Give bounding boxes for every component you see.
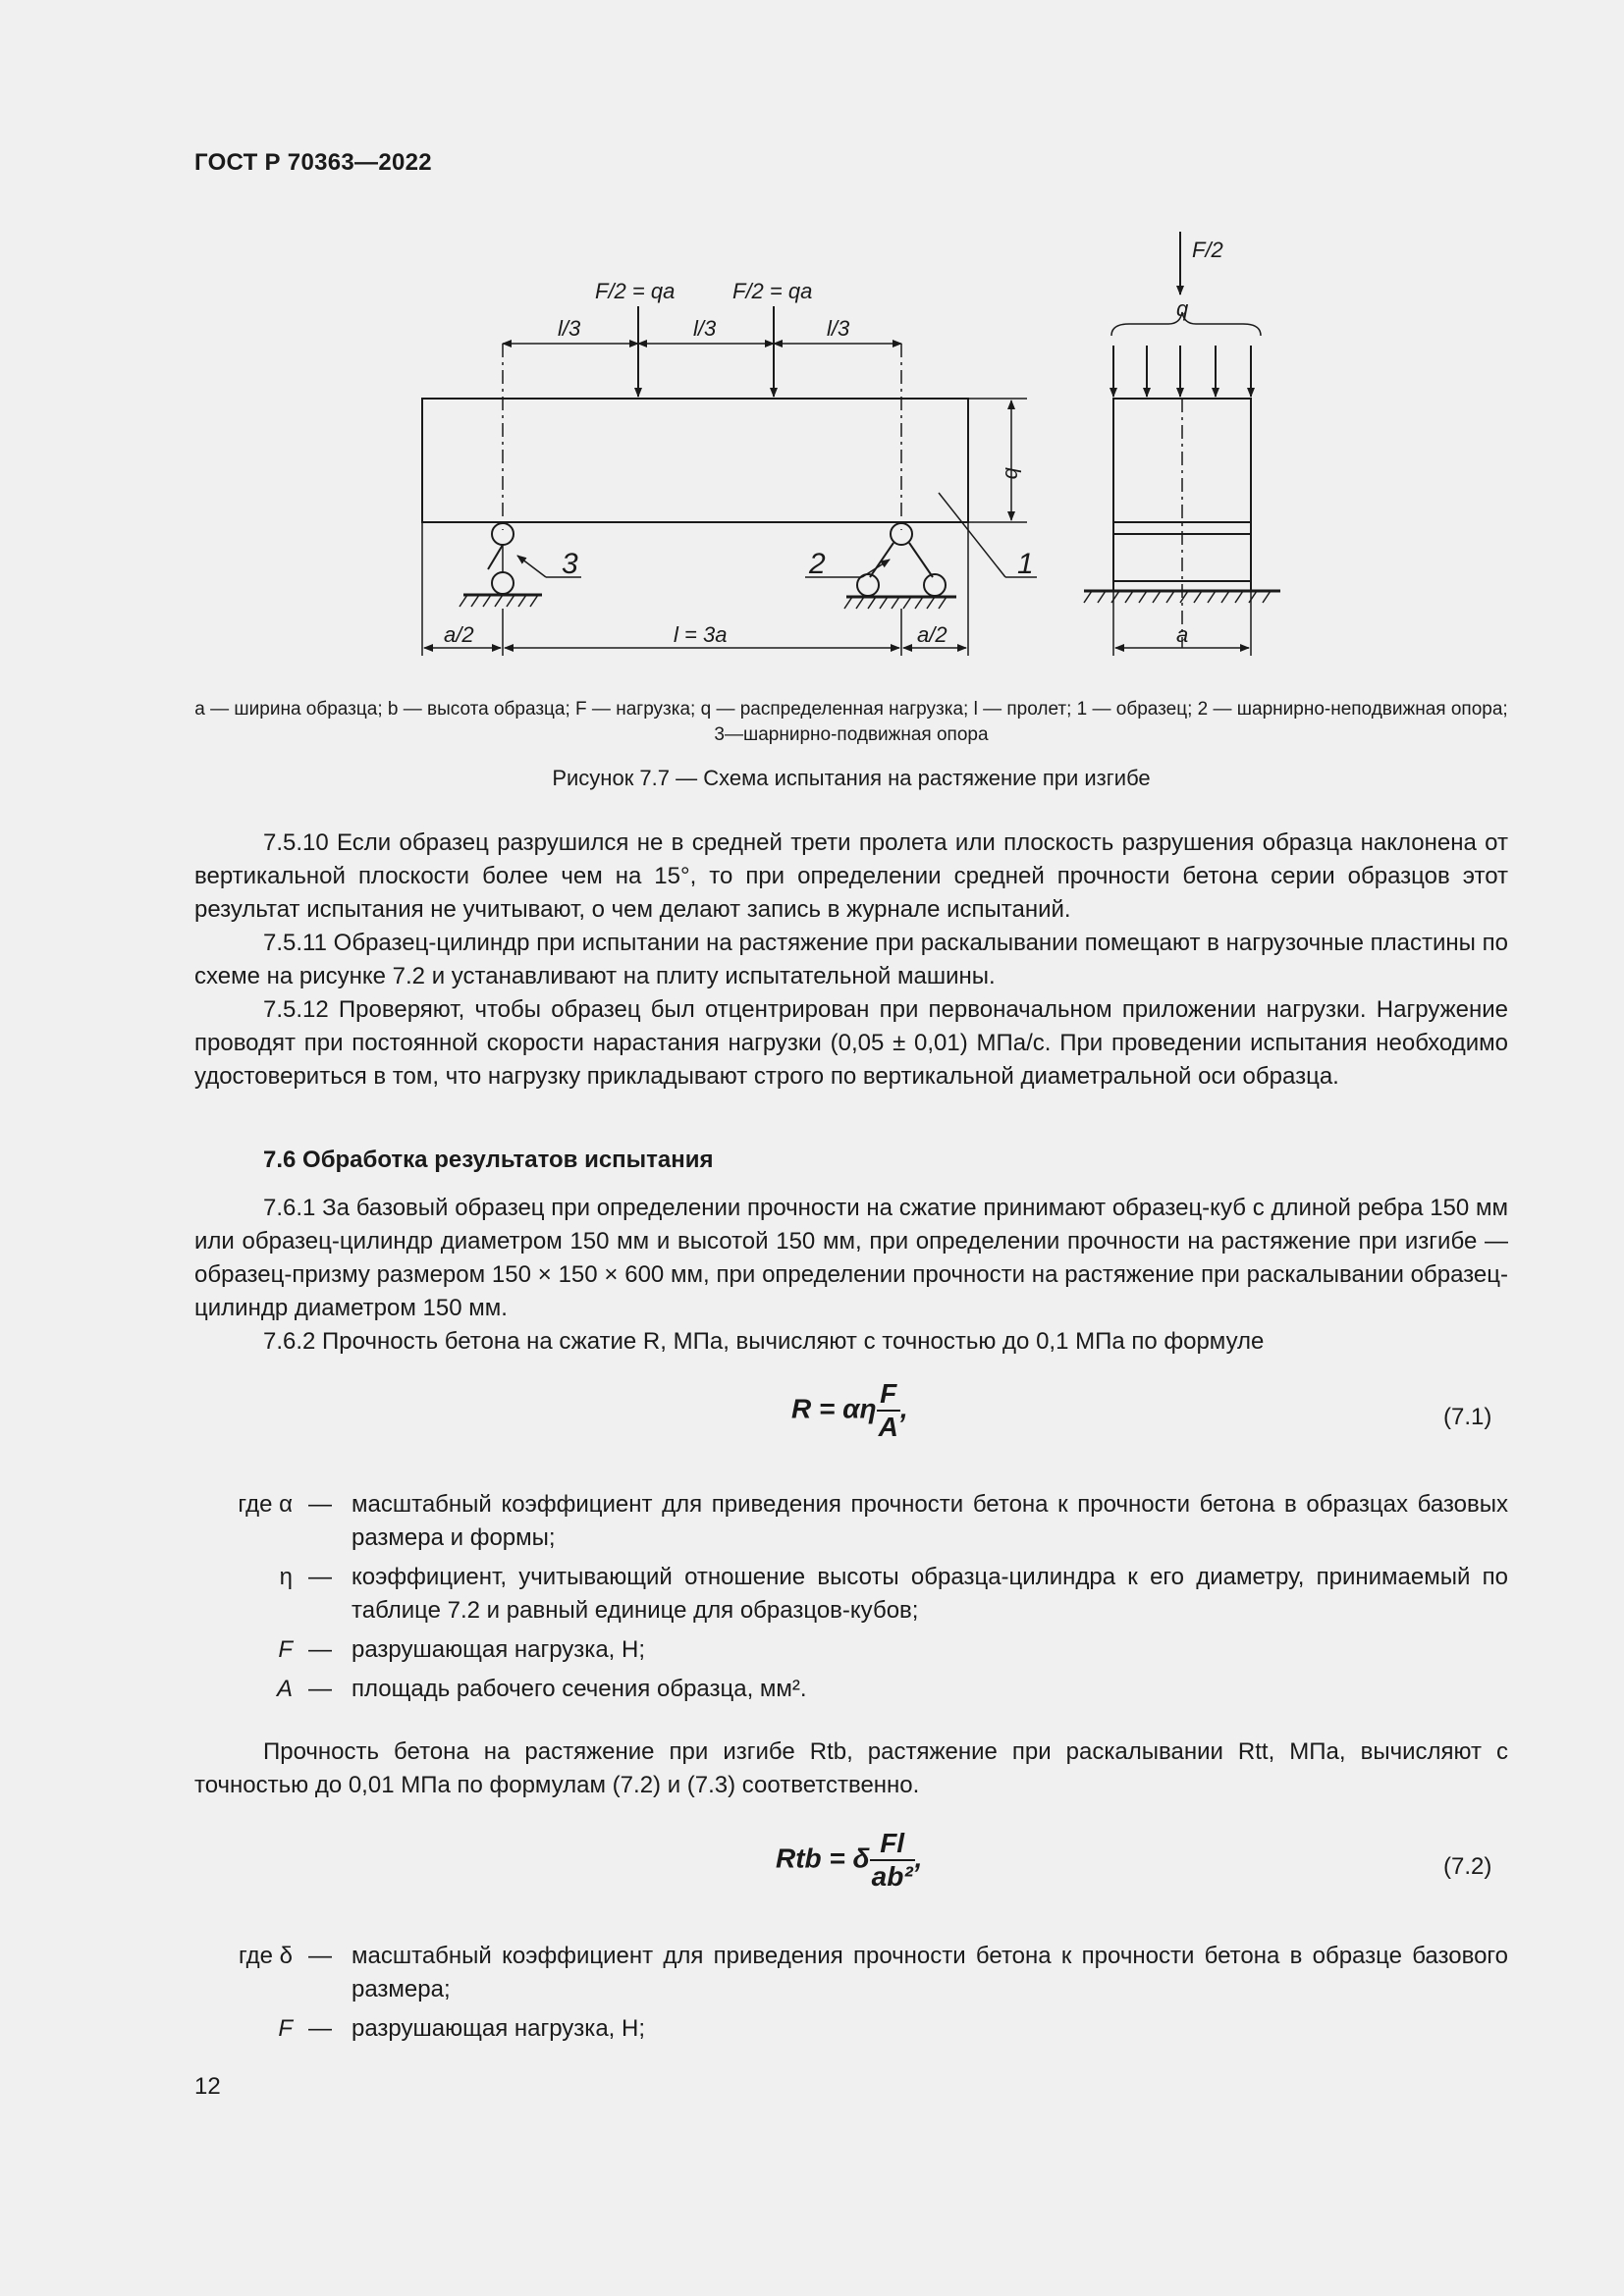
definition-symbol: F xyxy=(278,2015,293,2042)
equation-number-7-2: (7.2) xyxy=(1443,1853,1492,1880)
label-third-3: l/3 xyxy=(827,316,850,341)
formula-7-2-tail: , xyxy=(914,1842,923,1874)
paragraph-7-5-11: 7.5.11 Образец-цилиндр при испытании на растяжение при раскалывании помещают в нагрузочные пластины по схеме на рисунке 7.2 и устанавливают на плиту испытательной машины. xyxy=(194,930,1508,989)
definition-symbol: где δ xyxy=(238,1943,293,1969)
definition-dash: — xyxy=(308,1564,332,1590)
definition-symbol: F xyxy=(278,1636,293,1663)
definition-row xyxy=(194,1633,1508,1667)
label-third-1: l/3 xyxy=(558,316,581,341)
label-third-2: l/3 xyxy=(693,316,717,341)
paragraph-7-6-1: 7.6.1 За базовый образец при определении прочности на сжатие принимают образец-куб с длиной ребра 150 мм или образец-цилиндр диаметром 150 мм и высотой 150 мм, при определении прочности на растяжение при изгибе — образец-призму размером 150 × 150 × 600 мм, при определении прочности на растяжение при раскалывании образец-цилиндр диаметром 150 мм. xyxy=(194,1195,1508,1321)
definitions-list-2 xyxy=(194,1940,1508,2052)
label-dim-left: a/2 xyxy=(444,622,474,647)
label-side-force: F/2 xyxy=(1192,238,1223,262)
formula-7-2-lhs: Rtb = δ xyxy=(776,1842,870,1874)
figure-legend: a — ширина образца; b — высота образца; F — нагрузка; q — распределенная нагрузка; l — пролет; 1 — образец; 2 — шарнирно-неподвижная опора; 3—шарнирно-подвижная опора xyxy=(194,699,1508,745)
label-height-b: b xyxy=(1001,467,1025,480)
definition-dash: — xyxy=(308,1943,332,1969)
definitions-list-1 xyxy=(194,1488,1508,1712)
label-force-right: F/2 = qa xyxy=(732,279,813,303)
definition-dash: — xyxy=(308,1491,332,1518)
formula-7-1-numerator: F xyxy=(877,1378,900,1412)
formula-7-1-tail: , xyxy=(899,1393,908,1424)
definition-symbol: где α xyxy=(238,1491,293,1518)
label-force-left: F/2 = qa xyxy=(595,279,676,303)
label-specimen-1: 1 xyxy=(1017,548,1034,580)
label-dim-right: a/2 xyxy=(917,622,947,647)
figure-bending-test-diagram xyxy=(0,0,1624,766)
paragraph-7-5-10: 7.5.10 Если образец разрушился не в средней трети пролета или плоскость разрушения образца наклонена от вертикальной плоскости более чем на 15°, то при определении средней прочности бетона серии образцов этот результат испытания не учитывают, о чем делают запись в журнале испытаний. xyxy=(194,829,1508,923)
paragraph-block-c xyxy=(194,1735,1508,1802)
formula-7-2-denominator: ab² xyxy=(871,1861,913,1892)
paragraph-7-6-2: 7.6.2 Прочность бетона на сжатие R, МПа, вычисляют с точностью до 0,1 МПа по формуле xyxy=(263,1328,1265,1355)
formula-7-1-denominator: A xyxy=(878,1412,898,1442)
figure-title: Рисунок 7.7 — Схема испытания на растяжение при изгибе xyxy=(552,766,1151,790)
definition-row xyxy=(194,1488,1508,1555)
formula-7-2 xyxy=(776,1828,922,1893)
definition-text: разрушающая нагрузка, Н; xyxy=(352,2015,646,2042)
definition-text: коэффициент, учитывающий отношение высоты образца-цилиндра к его диаметру, принимаемый по таблице 7.2 и равный единице для образцов-кубов; xyxy=(352,1564,1508,1624)
beam-specimen xyxy=(422,399,968,522)
definition-row xyxy=(194,1561,1508,1628)
label-support-2: 2 xyxy=(809,548,826,580)
definition-dash: — xyxy=(308,1676,332,1702)
paragraph-7-5-12: 7.5.12 Проверяют, чтобы образец был отцентрирован при первоначальном приложении нагрузки. Нагружение проводят при постоянной скорости нарастания нагрузки (0,05 ± 0,01) МПа/с. При проведении испытания необходимо удостовериться в том, что нагрузку прикладывают строго по вертикальной диаметральной оси образца. xyxy=(194,996,1508,1090)
definition-symbol: η xyxy=(279,1564,293,1590)
paragraphs-block-a xyxy=(194,827,1508,1094)
definition-row xyxy=(194,1673,1508,1706)
page-number: 12 xyxy=(194,2073,221,2100)
definition-row xyxy=(194,2012,1508,2046)
definition-text: масштабный коэффициент для приведения прочности бетона к прочности бетона в образцах базовых размера и формы; xyxy=(352,1491,1508,1551)
equation-number-7-1: (7.1) xyxy=(1443,1404,1492,1430)
paragraphs-block-b xyxy=(194,1192,1508,1359)
definition-row xyxy=(194,1940,1508,2006)
formula-7-1 xyxy=(791,1378,908,1443)
paragraph-strength-tension: Прочность бетона на растяжение при изгибе Rtb, растяжение при раскалывании Rtt, МПа, вычисляют с точностью до 0,01 МПа по формулам (7.2) и (7.3) соответственно. xyxy=(194,1738,1508,1798)
label-side-q: q xyxy=(1176,296,1189,321)
label-dim-span: l = 3a xyxy=(674,622,728,647)
formula-7-1-lhs: R = αη xyxy=(791,1393,877,1424)
definition-dash: — xyxy=(308,1636,332,1663)
label-side-width: a xyxy=(1176,622,1189,647)
definition-text: разрушающая нагрузка, Н; xyxy=(352,1636,646,1663)
section-title: 7.6 Обработка результатов испытания xyxy=(263,1147,714,1173)
document-header: ГОСТ Р 70363—2022 xyxy=(194,149,432,176)
definition-symbol: A xyxy=(276,1676,293,1702)
definition-dash: — xyxy=(308,2015,332,2042)
definition-text: масштабный коэффициент для приведения прочности бетона к прочности бетона в образце базового размера; xyxy=(352,1943,1508,2002)
label-support-3: 3 xyxy=(562,548,578,580)
definition-text: площадь рабочего сечения образца, мм². xyxy=(352,1676,807,1702)
formula-7-2-numerator: Fl xyxy=(870,1828,915,1861)
